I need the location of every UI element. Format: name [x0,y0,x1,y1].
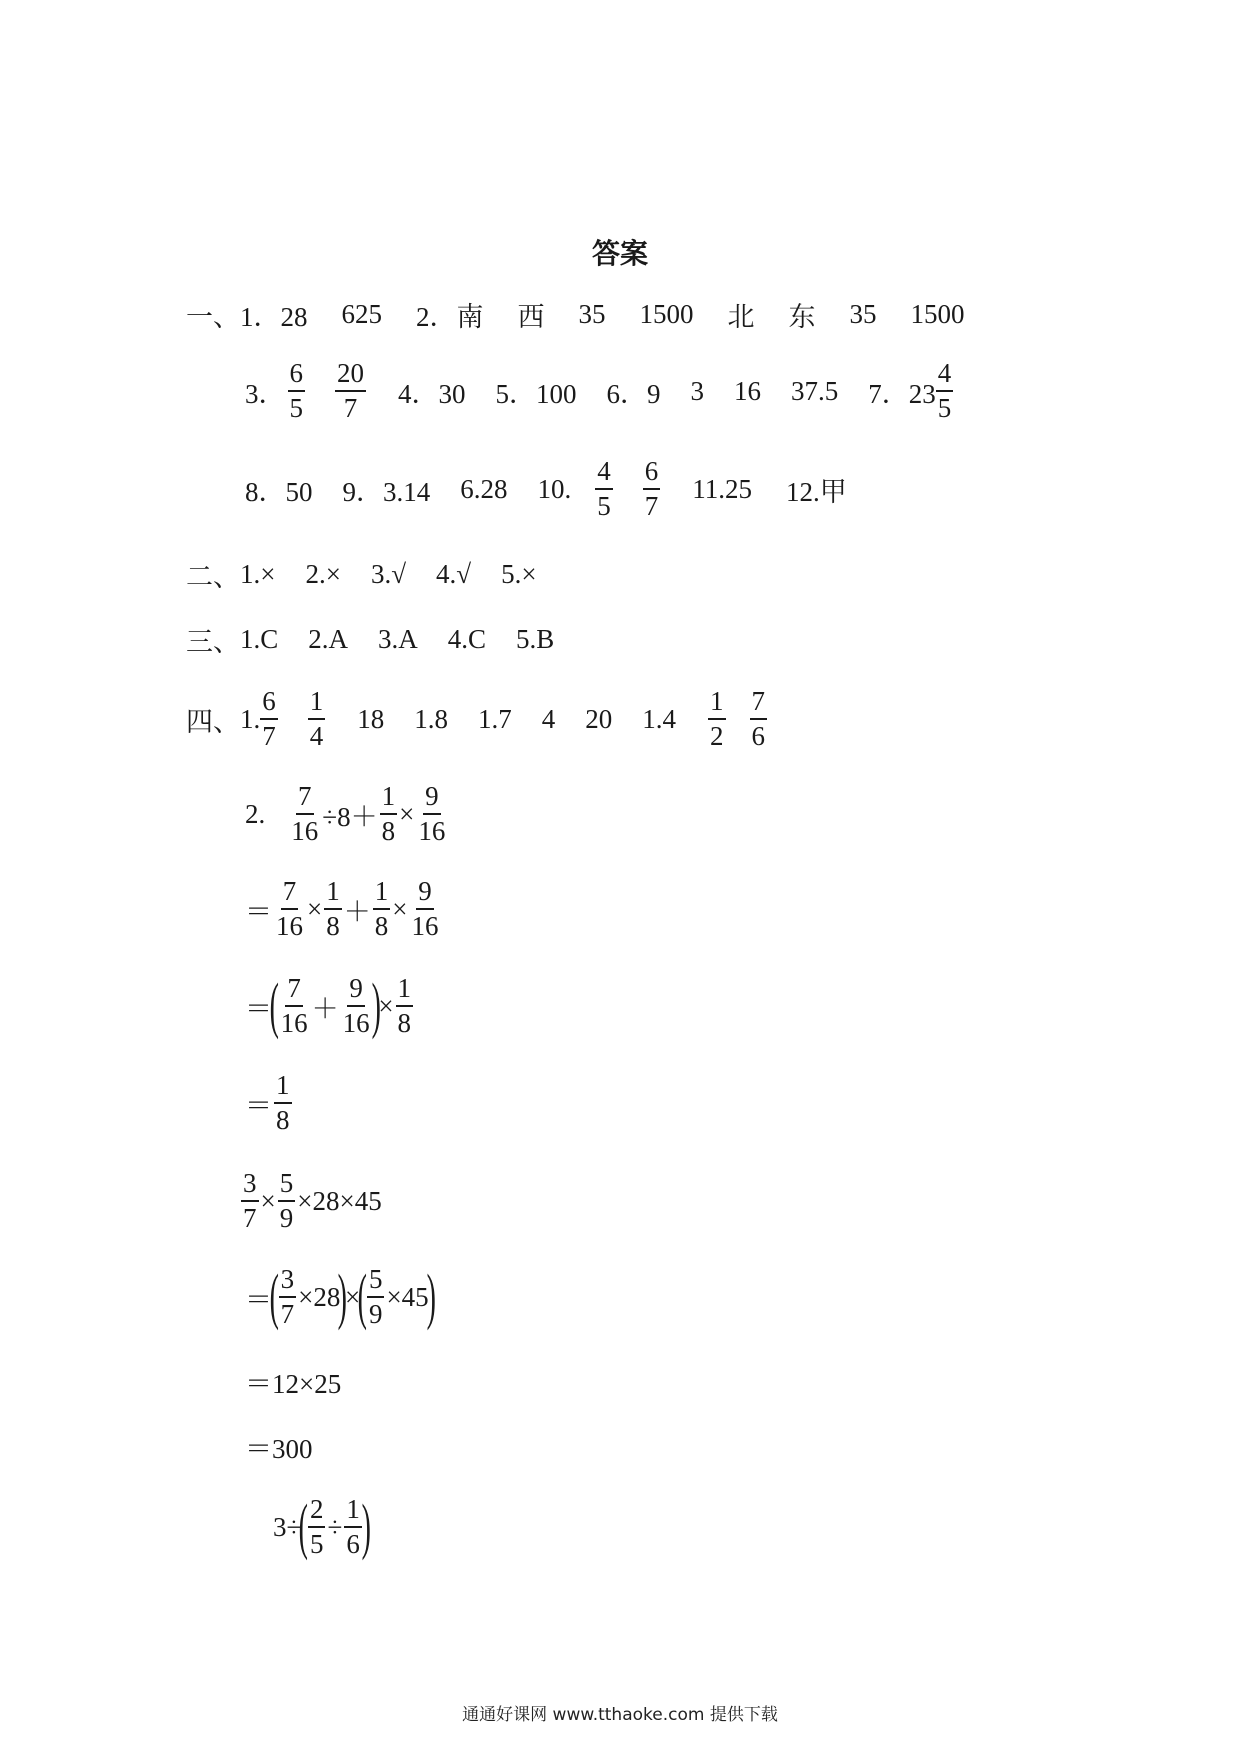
left-paren: ( [357,1263,368,1331]
expression-text: ×28 [298,1281,341,1312]
answer-item: 10. [537,473,572,504]
section-1-row-3 [245,458,847,520]
fraction: $\frac{7}{16}$ [276,876,303,941]
section-label: 四、 [186,706,240,737]
answer-item: 9．3.14 [342,476,431,507]
answer-item: 1. [240,703,261,734]
section-3 [186,620,554,659]
calc-line-6 [245,1263,436,1331]
answer-item: 35 [578,299,606,329]
fraction: $\frac{1}{4}$ [309,686,324,751]
answer-item: 5.B [516,624,555,654]
answer-item: 2．南 [416,302,484,332]
fraction: $\frac{9}{16}$ [411,876,439,941]
fraction: $\frac{3}{7}$ [280,1264,295,1329]
answer-item: 3.A [378,624,418,654]
expression-text: × [345,1281,361,1312]
answer-item: 1.7 [478,703,512,734]
answer-item: 11.25 [692,473,752,504]
answer-item: 1.× [240,559,276,589]
right-paren: ) [361,1493,371,1561]
section-label: 二、 [186,562,240,592]
answer-item: 16 [734,375,761,406]
answer-item: 2.× [305,559,341,589]
answer-item: 1500 [910,299,965,329]
fraction: $\frac{7}{6}$ [751,686,765,751]
calc-line-8: ＝300 [245,1434,313,1464]
fraction: $\frac{5}{9}$ [279,1168,294,1233]
fraction: $\frac{1}{2}$ [710,686,724,751]
section-1-row-2 [245,360,955,422]
fraction: $\frac{4}{5}$ [937,358,952,423]
section-4-row-1 [186,688,769,750]
calc-line-4 [245,1072,294,1134]
answer-item: 6.28 [460,473,508,504]
expression-text: ×45 [386,1281,429,1312]
fraction: $\frac{2}{5}$ [309,1494,324,1559]
answer-item: 3 [690,375,704,406]
answer-item: 625 [341,299,382,329]
fraction: $\frac{1}{8}$ [381,781,396,846]
expression-text: × [307,893,323,924]
answer-item: 18 [357,703,385,734]
answer-item: 8．50 [245,476,313,507]
fraction: $\frac{6}{7}$ [262,686,276,751]
fraction: $\frac{9}{16}$ [342,973,370,1038]
fraction: $\frac{1}{6}$ [346,1494,360,1559]
page-title: 答案 [591,237,648,270]
answer-item: 12.甲 [786,476,847,507]
left-paren: ( [299,1493,309,1561]
answer-item: 7．23 [868,378,936,409]
fraction: $\frac{5}{9}$ [368,1264,383,1329]
answer-item: 6．9 [606,378,661,409]
left-paren: ( [269,972,279,1040]
answer-item: 1．28 [240,302,308,332]
fraction: $\frac{9}{16}$ [418,781,446,846]
calc-line-9 [273,1493,371,1561]
answer-item: 西 [517,302,545,332]
answer-item: 2.A [308,624,349,654]
answer-item: 1.8 [414,703,448,734]
answer-item: 3.√ [370,559,407,589]
answer-item: 2. [245,798,266,829]
section-2 [186,555,537,594]
fraction: $\frac{7}{16}$ [291,781,319,846]
fraction: $\frac{1}{8}$ [276,1070,290,1135]
calc-line-7: ＝12×25 [245,1369,342,1399]
answer-item: 5.× [501,559,537,589]
calc-line-1 [245,783,449,845]
answer-item: 东 [788,302,816,332]
fraction: $\frac{1}{8}$ [374,876,389,941]
answer-item: 5．100 [495,378,577,409]
expression-text: ＝ [245,1284,272,1315]
section-label: 三、 [186,627,240,657]
left-paren: ( [269,1263,279,1331]
calc-line-2 [245,878,442,940]
answer-item: 1500 [639,299,694,329]
answer-item: 北 [727,302,755,332]
fraction: $\frac{3}{7}$ [243,1168,257,1233]
expression-text: ＝ [245,993,272,1024]
expression-text: × [260,1185,276,1216]
section-1-row-1 [186,295,965,334]
expression-text: ÷8＋ [322,801,378,832]
expression-text: ＋ [311,993,339,1024]
answer-item: 4.√ [436,559,472,589]
answer-item: 4.C [447,624,487,654]
expression-text: × [378,990,394,1021]
expression-text: 3÷ [273,1511,302,1542]
right-paren: ) [371,972,381,1040]
fraction: $\frac{1}{8}$ [326,876,340,941]
expression-text: ＋ [343,896,371,927]
answer-item: 3． [245,378,286,409]
right-paren: ) [338,1263,348,1331]
answer-item: 4．30 [398,378,466,409]
answer-item: 37.5 [791,375,839,406]
answer-item: 1.4 [642,703,676,734]
right-paren: ) [426,1263,436,1331]
answer-item: 35 [849,299,877,329]
answer-item: 4 [541,703,556,734]
expression-text: ×28×45 [297,1185,382,1216]
fraction: $\frac{6}{5}$ [289,358,303,423]
fraction: $\frac{1}{8}$ [397,973,412,1038]
calc-line-3 [245,972,415,1040]
fraction: $\frac{4}{5}$ [597,456,611,521]
answer-item: 20 [585,703,613,734]
expression-text: × [392,893,408,924]
footer-source-note: 通通好课网 www.tthaoke.com 提供下载 [462,1705,778,1725]
expression-text: ÷ [327,1511,343,1542]
calc-line-5 [241,1170,382,1232]
fraction: $\frac{20}{7}$ [337,358,364,423]
expression-text: × [399,798,415,829]
expression-text: ＝ [245,1090,272,1121]
section-label: 一、 [186,302,240,332]
answer-item: 1.C [240,624,279,654]
expression-text: ＝ [245,896,272,927]
fraction: $\frac{6}{7}$ [644,456,659,521]
fraction: $\frac{7}{16}$ [280,973,308,1038]
